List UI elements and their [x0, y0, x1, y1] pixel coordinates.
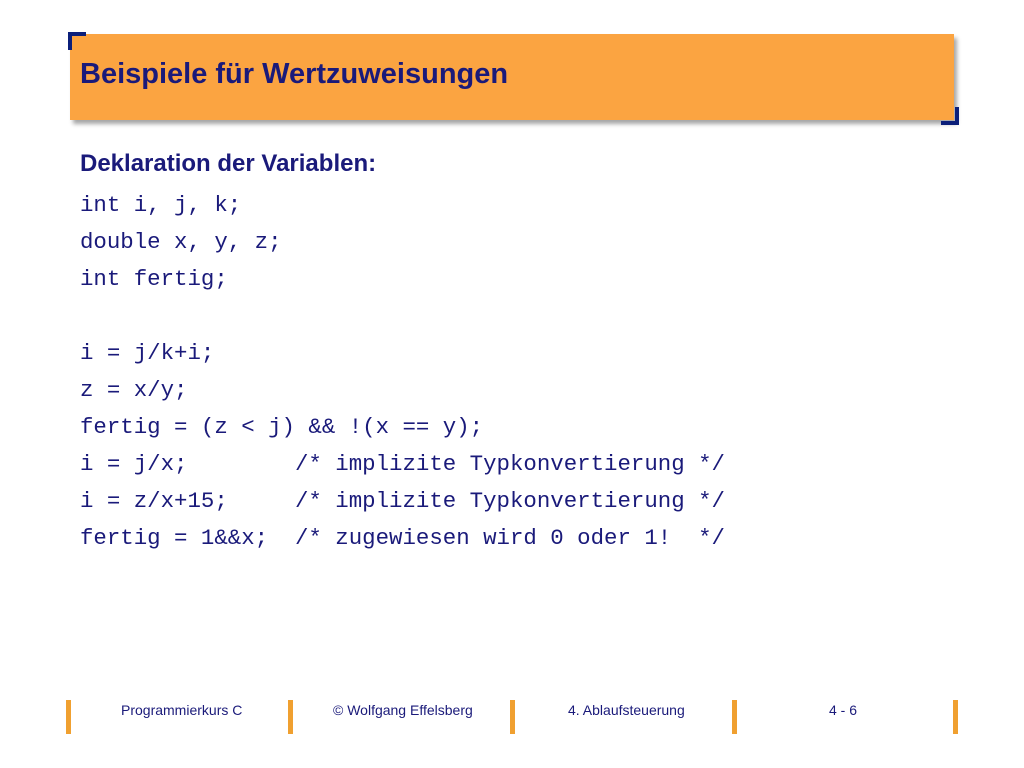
corner-bracket-top-left	[68, 32, 86, 50]
code-line: double x, y, z;	[80, 229, 282, 255]
code-line: i = j/x; /* implizite Typkonvertierung */	[80, 451, 725, 477]
section-heading: Deklaration der Variablen:	[80, 150, 377, 177]
footer-divider	[66, 700, 71, 734]
footer-author: © Wolfgang Effelsberg	[333, 702, 473, 718]
code-line: i = j/k+i;	[80, 340, 215, 366]
footer-course: Programmierkurs C	[121, 702, 243, 718]
code-line: int i, j, k;	[80, 192, 242, 218]
footer-divider	[288, 700, 293, 734]
code-line: i = z/x+15; /* implizite Typkonvertierung */	[80, 488, 725, 514]
footer-page-number: 4 - 6	[829, 702, 858, 718]
code-line: fertig = 1&&x; /* zugewiesen wird 0 oder 1! */	[80, 525, 725, 551]
footer-chapter: 4. Ablaufsteuerung	[568, 702, 685, 718]
footer-divider	[510, 700, 515, 734]
slide-title: Beispiele für Wertzuweisungen	[80, 58, 509, 90]
code-line: int fertig;	[80, 266, 228, 292]
code-line: fertig = (z < j) && !(x == y);	[80, 414, 484, 440]
footer-divider	[953, 700, 958, 734]
code-line: z = x/y;	[80, 377, 188, 403]
footer-divider	[732, 700, 737, 734]
corner-bracket-bottom-right	[941, 107, 959, 125]
